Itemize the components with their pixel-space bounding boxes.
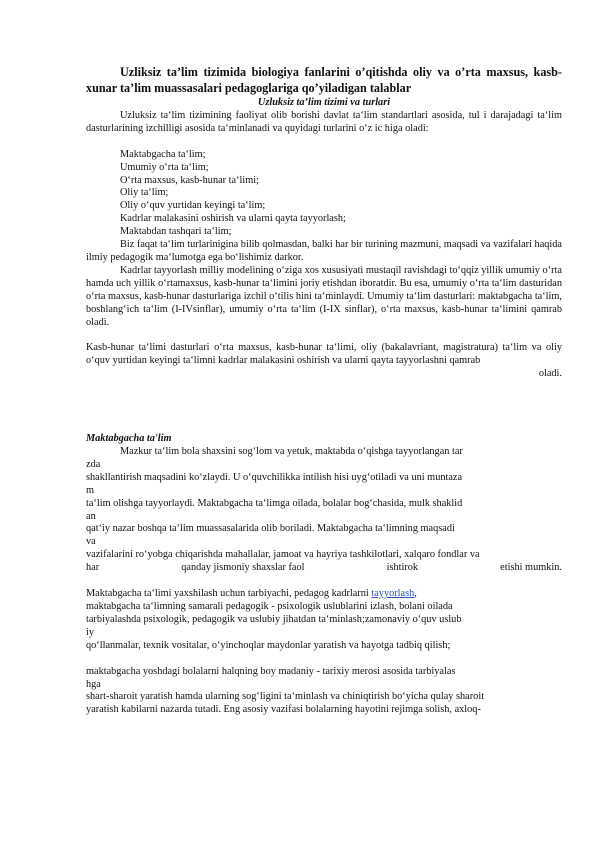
- list-item: Maktabdan tashqari ta‘lim;: [120, 226, 232, 238]
- text-line: ta‘lim olishga tayyorlaydi. Maktabgacha ta‘limga oilada, bolalar bog‘chasida, mulk shaklid: [86, 497, 463, 509]
- word: qanday jismoniy shaxslar faol: [181, 562, 305, 574]
- text-span: Maktabgacha ta‘limi yaxshilash uchun tarbiyachi, pedagog kadrlarni: [86, 588, 369, 600]
- list-item: Oliy ta‘lim;: [120, 187, 169, 199]
- tayyorlash-link[interactable]: tayyorlash: [371, 588, 415, 600]
- paragraph: [86, 666, 562, 718]
- text-line: qat‘iy nazar boshqa ta‘lim muassasalarida olib boriladi. Maktabgacha ta‘limning maqsadi: [86, 523, 455, 535]
- text-line: hga: [86, 678, 101, 690]
- text-line: va: [86, 536, 96, 548]
- paragraph: Biz faqat ta‘lim turlarinigina bilib qolmasdan, balki har bir turining mazmuni, maqsadi va vazifalari haqida ilmiy pedagogik ma‘lumotga ega bo‘lishimiz darkor.: [86, 239, 562, 263]
- paragraph: [86, 588, 562, 653]
- spacer: [86, 381, 562, 433]
- text-line: yaratish kabilarni nazarda tutadi. Eng asosiy vazifasi bolalarning hayotini rejimga solish, axloq-: [86, 704, 481, 716]
- text-line: m: [86, 484, 95, 496]
- list: [86, 149, 562, 239]
- text-line: iy: [86, 626, 95, 638]
- list-item: Oliy o‘quv yurtidan keyingi ta‘lim;: [120, 200, 266, 212]
- text-line: an: [86, 510, 96, 522]
- list-item: Maktabgacha ta‘lim;: [120, 148, 206, 160]
- text-line: maktabgacha yoshdagi bolalarni halqning boy madaniy - tarixiy merosi asosida tarbiyalas: [86, 665, 456, 677]
- paragraph-end: oladi.: [538, 368, 562, 380]
- word: etishi mumkin.: [500, 562, 562, 574]
- paragraph: Kadrlar tayyorlash milliy modelining o‘ziga xos xususiyati mustaqil ravishdagi to‘qqiz yillik umumiy o‘rta hamda uch yillik o‘rtamaxsus, kasb-hunar ta‘limini joriy etishdan iboratdir. Bu esa, umumiy o‘rta ta‘lim dasturidan o‘rta maxsus, kasb-hunar dasturlariga izchil o‘tilis hini ta‘minlaydi. Umumiy ta‘lim dasturlari: maktabgacha ta‘lim, boshlang‘ich ta‘lim (I-IVsinflar), umumiy o‘rta ta‘lim (I-IX sinflar), o‘rta maxsus, kasb-hunar ta‘limini qamrab oladi.: [86, 264, 562, 328]
- list-item: Kadrlar malakasini oshirish va ularni qayta tayyorlash;: [120, 213, 346, 225]
- word: ishtirok: [386, 562, 419, 574]
- text-line: [86, 562, 562, 575]
- text-line: tarbiyalashda psixologik, pedagogik va uslubiy jihatdan ta‘minlash;zamonaviy o‘quv uslub: [86, 613, 462, 625]
- spacer: [86, 653, 562, 666]
- paragraph: [86, 446, 562, 575]
- section-heading: Uzluksiz ta’lim tizimi va turlari: [257, 97, 391, 108]
- list-item: O‘rta maxsus, kasb-hunar ta‘limi;: [120, 174, 259, 186]
- paragraph: Uzluksiz ta‘lim tizimining faoliyat olib borishi davlat ta‘lim standartlari asosida, tul i darajadagi ta‘lim dasturlarining izchilligi asosida ta‘minlanadi va quyidagi turlarini o‘z ic higa oladi:: [86, 109, 562, 134]
- document-page: [86, 65, 562, 717]
- section-heading: Maktabgacha ta'lim: [86, 433, 172, 445]
- list-item: Umumiy o‘rta ta‘lim;: [120, 161, 209, 173]
- text-line: Maktabgacha ta‘limi yaxshilash uchun tarbiyachi, pedagog kadrlarni tayyorlash,: [86, 588, 417, 600]
- text-line: maktabgacha ta‘limning samarali pedagogik - psixologik uslublarini izlash, bolani oilada: [86, 601, 453, 612]
- spacer: [86, 329, 562, 342]
- spacer: [86, 575, 562, 588]
- text-line: qo‘llanmalar, texnik vositalar, o‘yinchoqlar maydonlar yaratish va hayotga tadbiq qilish;: [86, 639, 451, 651]
- text-line: shakllantirish maqsadini ko‘zlaydi. U o‘quvchilikka intilish hisi uyg‘otiladi va uni muntaza: [86, 471, 463, 483]
- document-title: Uzliksiz ta’lim tizimida biologiya fanlarini o’qitishda oliy va o’rta maxsus, kasb-xunar ta’lim muassasalari pedagoglariga qo’yiladigan talablar: [86, 65, 562, 95]
- spacer: [86, 136, 562, 149]
- text-line: vazifalarini ro‘yobga chiqarishda mahallalar, jamoat va hayriya tashkilotlari, xalqaro fondlar va: [86, 549, 480, 561]
- text-line: shart-sharoit yaratish hamda ularning sog‘ligini ta‘minlash va chiniqtirish bo‘yicha qulay sharoit: [86, 691, 485, 703]
- paragraph: Kasb-hunar ta‘limi dasturlari o‘rta maxsus, kasb-hunar ta‘limi, oliy (bakalavriant, magistratura) ta‘lim va oliy o‘quv yurtidan keyingi ta‘limni kadrlar malakasini oshirish va ularni qayta tayyorlashni qamrab: [86, 342, 562, 367]
- text-line: zda: [86, 458, 101, 470]
- word: har: [86, 562, 100, 574]
- text-line: Mazkur ta‘lim bola shaxsini sog‘lom va yetuk, maktabda o‘qishga tayyorlangan tar: [120, 446, 463, 458]
